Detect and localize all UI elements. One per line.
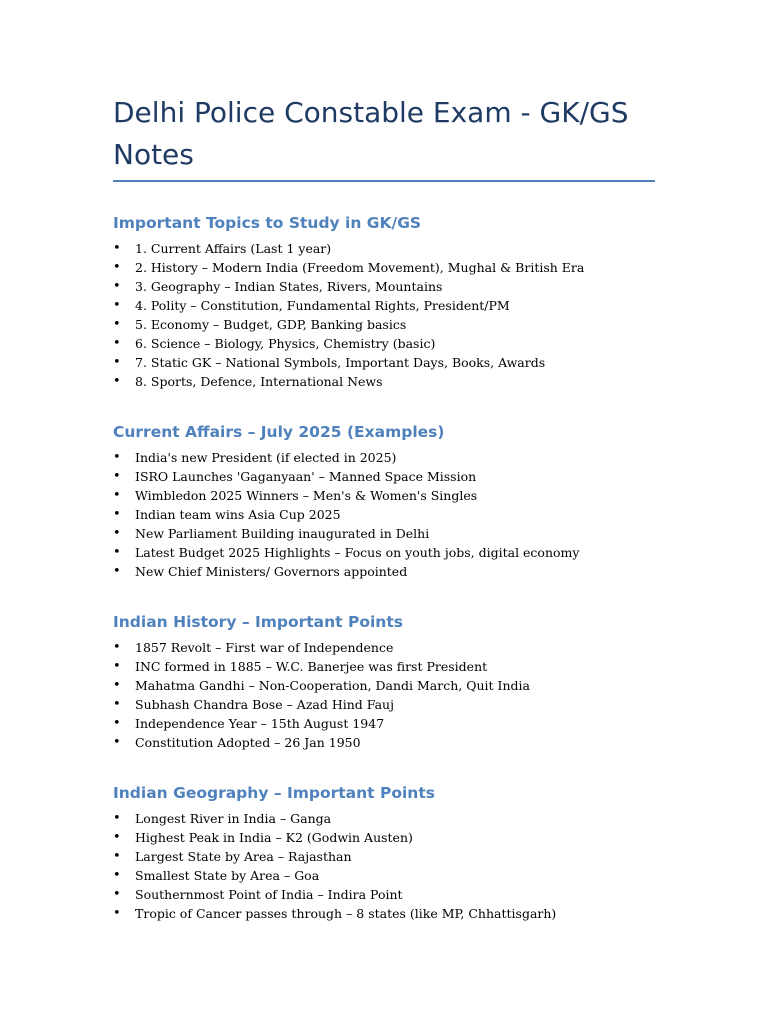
list-item (113, 372, 658, 391)
list-item (113, 638, 658, 657)
bullet-icon: • (113, 906, 121, 921)
bullet-icon: • (113, 469, 121, 484)
list-item-text: New Parliament Building inaugurated in Delhi (135, 526, 430, 541)
bullet-icon: • (113, 526, 121, 541)
bullet-icon: • (113, 716, 121, 731)
list-item-text: 1857 Revolt – First war of Independence (135, 640, 394, 655)
list-item-text: Tropic of Cancer passes through – 8 states (like MP, Chhattisgarh) (135, 906, 557, 921)
bullet-icon: • (113, 545, 121, 560)
document-page (113, 92, 658, 923)
list-item (113, 714, 658, 733)
title-divider (113, 180, 655, 182)
bullet-icon: • (113, 260, 121, 275)
bullet-icon: • (113, 355, 121, 370)
section-heading: Current Affairs – July 2025 (Examples) (113, 423, 445, 441)
list-item (113, 296, 658, 315)
list-item-text: Highest Peak in India – K2 (Godwin Austen) (135, 830, 413, 845)
bullet-icon: • (113, 450, 121, 465)
bullet-icon: • (113, 659, 121, 674)
list-item-text: New Chief Ministers/ Governors appointed (135, 564, 408, 579)
list-item (113, 562, 658, 581)
bullet-icon: • (113, 811, 121, 826)
list-item (113, 809, 658, 828)
section (113, 421, 658, 581)
bullet-icon: • (113, 640, 121, 655)
list-item (113, 733, 658, 752)
list-item-text: 4. Polity – Constitution, Fundamental Rights, President/PM (135, 298, 510, 313)
sections-container (113, 212, 658, 923)
list-item (113, 334, 658, 353)
list-item-text: Independence Year – 15th August 1947 (135, 716, 385, 731)
list-item (113, 695, 658, 714)
list-item (113, 258, 658, 277)
bullet-icon: • (113, 678, 121, 693)
list-item (113, 277, 658, 296)
bullet-icon: • (113, 279, 121, 294)
section-heading: Indian Geography – Important Points (113, 784, 435, 802)
bullet-icon: • (113, 697, 121, 712)
list-item-text: 2. History – Modern India (Freedom Movement), Mughal & British Era (135, 260, 585, 275)
bullet-icon: • (113, 507, 121, 522)
list-item-text: Constitution Adopted – 26 Jan 1950 (135, 735, 361, 750)
bullet-list (113, 448, 658, 581)
list-item (113, 353, 658, 372)
list-item-text: INC formed in 1885 – W.C. Banerjee was first President (135, 659, 488, 674)
section (113, 782, 658, 923)
bullet-icon: • (113, 849, 121, 864)
bullet-icon: • (113, 564, 121, 579)
list-item-text: 8. Sports, Defence, International News (135, 374, 383, 389)
bullet-icon: • (113, 830, 121, 845)
list-item-text: Largest State by Area – Rajasthan (135, 849, 352, 864)
section-heading: Important Topics to Study in GK/GS (113, 214, 422, 232)
bullet-icon: • (113, 488, 121, 503)
bullet-icon: • (113, 374, 121, 389)
section (113, 611, 658, 752)
list-item-text: Mahatma Gandhi – Non-Cooperation, Dandi March, Quit India (135, 678, 530, 693)
list-item-text: Smallest State by Area – Goa (135, 868, 320, 883)
bullet-icon: • (113, 735, 121, 750)
list-item-text: 7. Static GK – National Symbols, Important Days, Books, Awards (135, 355, 546, 370)
list-item-text: Latest Budget 2025 Highlights – Focus on youth jobs, digital economy (135, 545, 580, 560)
list-item (113, 486, 658, 505)
list-item-text: 5. Economy – Budget, GDP, Banking basics (135, 317, 407, 332)
list-item (113, 448, 658, 467)
list-item-text: Longest River in India – Ganga (135, 811, 332, 826)
bullet-icon: • (113, 317, 121, 332)
list-item (113, 543, 658, 562)
list-item (113, 239, 658, 258)
bullet-list (113, 638, 658, 752)
list-item (113, 467, 658, 486)
list-item (113, 676, 658, 695)
list-item (113, 505, 658, 524)
page-title: Delhi Police Constable Exam - GK/GS Notes (113, 96, 629, 171)
bullet-icon: • (113, 868, 121, 883)
section-heading: Indian History – Important Points (113, 613, 403, 631)
bullet-icon: • (113, 298, 121, 313)
list-item-text: Wimbledon 2025 Winners – Men's & Women's Singles (135, 488, 478, 503)
list-item-text: 6. Science – Biology, Physics, Chemistry (basic) (135, 336, 436, 351)
bullet-list (113, 239, 658, 391)
list-item (113, 657, 658, 676)
list-item (113, 866, 658, 885)
list-item-text: ISRO Launches 'Gaganyaan' – Manned Space Mission (135, 469, 477, 484)
bullet-icon: • (113, 241, 121, 256)
list-item (113, 315, 658, 334)
list-item (113, 885, 658, 904)
list-item (113, 847, 658, 866)
section (113, 212, 658, 391)
bullet-icon: • (113, 887, 121, 902)
list-item-text: 1. Current Affairs (Last 1 year) (135, 241, 332, 256)
list-item (113, 904, 658, 923)
list-item-text: India's new President (if elected in 2025) (135, 450, 397, 465)
list-item (113, 828, 658, 847)
list-item-text: 3. Geography – Indian States, Rivers, Mountains (135, 279, 443, 294)
bullet-icon: • (113, 336, 121, 351)
list-item-text: Indian team wins Asia Cup 2025 (135, 507, 341, 522)
bullet-list (113, 809, 658, 923)
list-item-text: Southernmost Point of India – Indira Point (135, 887, 403, 902)
list-item-text: Subhash Chandra Bose – Azad Hind Fauj (135, 697, 394, 712)
list-item (113, 524, 658, 543)
